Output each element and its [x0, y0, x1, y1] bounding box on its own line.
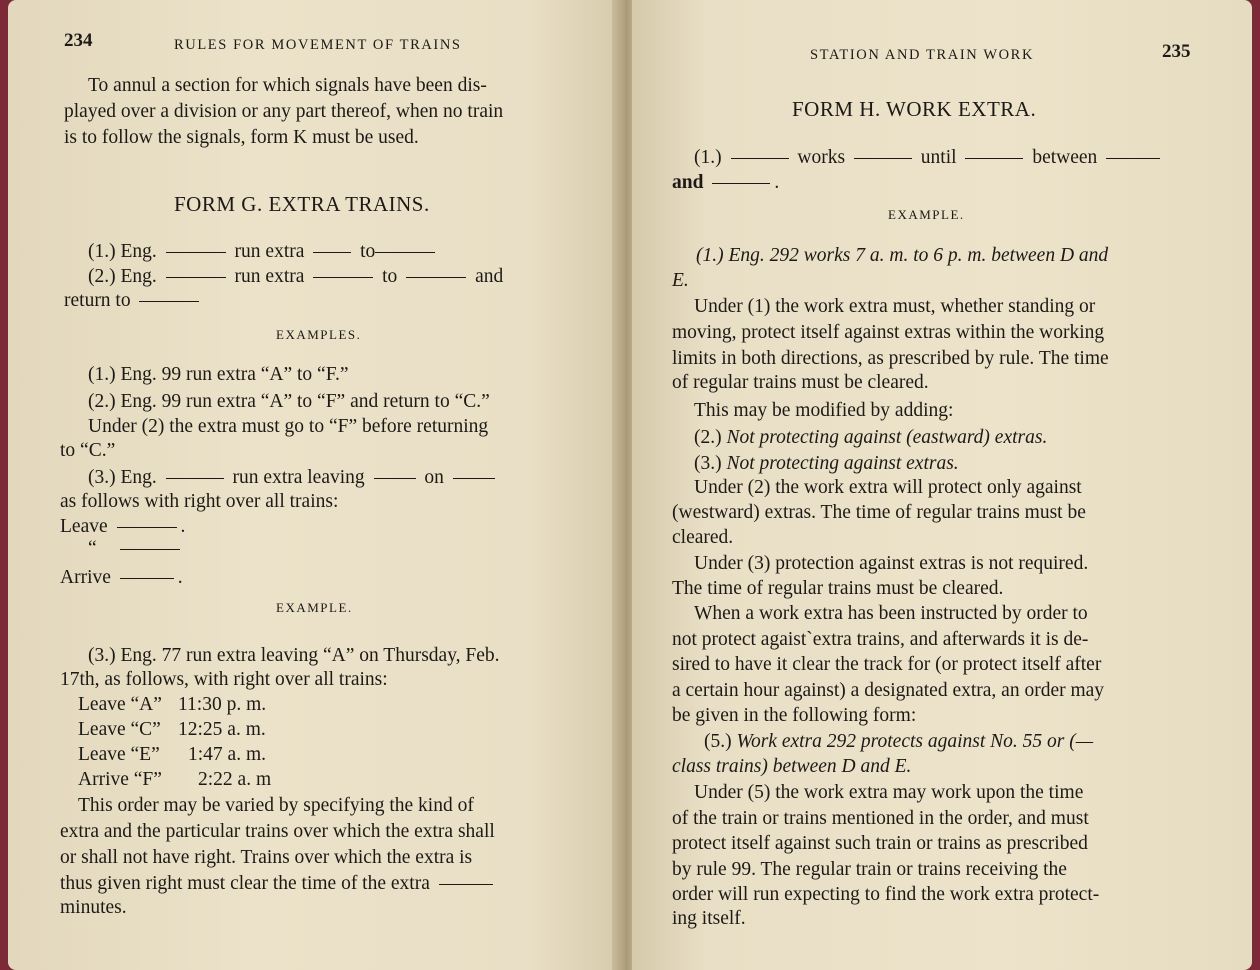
schedule-station: Leave “C”: [78, 719, 161, 740]
schedule-row: [78, 742, 266, 768]
option-text: Not protecting against extras.: [726, 453, 959, 474]
form-g-line-3b: as follows with right over all trains:: [60, 491, 339, 512]
example-label-right: EXAMPLE.: [888, 207, 965, 222]
blank-line: [166, 478, 224, 479]
form-h-line-1b: and .: [672, 172, 780, 193]
option-5-line-2: class trains) between D and E.: [672, 756, 912, 777]
form-g-line-2: [88, 264, 503, 290]
option-num: (2.): [694, 427, 722, 448]
para5-line-6: ing itself.: [672, 908, 746, 929]
para1-line-2: moving, protect itself against extras within the working: [672, 322, 1105, 343]
form-word: on: [424, 467, 444, 488]
option-5-line-1: [704, 729, 1093, 755]
form-word: to: [382, 266, 398, 287]
para2-line-3: cleared.: [672, 527, 734, 548]
blank-line: [406, 277, 466, 278]
blank-line: [731, 158, 789, 159]
closing-line-1: This order may be varied by specifying the kind of: [78, 795, 474, 816]
schedule-time: 2:22 a. m: [198, 769, 272, 790]
schedule-station: Arrive “F”: [78, 769, 162, 790]
blank-line: [313, 277, 373, 278]
form-word: works: [797, 147, 846, 168]
option-num: (3.): [694, 453, 722, 474]
blank-line: [120, 578, 174, 579]
para2-line-2: (westward) extras. The time of regular trains must be: [672, 502, 1086, 523]
form-num: (1.): [88, 241, 116, 262]
blank-line: [712, 183, 770, 184]
arrive-line: Arrive .: [60, 567, 183, 588]
closing-line-4: [60, 871, 497, 897]
intro-line-1: To annul a section for which signals have been dis-: [88, 75, 487, 96]
ditto-mark: “: [88, 538, 97, 559]
para4-line-4: a certain hour against) a designated extra, an order may: [672, 680, 1105, 701]
example-2: (2.) Eng. 99 run extra “A” to “F” and return to “C.”: [88, 391, 490, 412]
closing-line-3: or shall not have right. Trains over which the extra is: [60, 847, 473, 868]
intro-line-2: played over a division or any part thereof, when no train: [64, 101, 504, 122]
blank-line: [453, 478, 495, 479]
schedule-row: [78, 692, 266, 718]
blank-line: [166, 277, 226, 278]
closing-text: thus given right must clear the time of the extra: [60, 873, 430, 894]
schedule-time: 1:47 a. m.: [188, 744, 266, 765]
form-h-title: FORM H. WORK EXTRA.: [792, 97, 1037, 121]
para2-line-1: Under (2) the work extra will protect only against: [694, 477, 1082, 498]
para1-line-4: of regular trains must be cleared.: [672, 372, 929, 393]
example-label: EXAMPLE.: [276, 600, 353, 615]
form-word: Eng.: [120, 467, 157, 488]
para4-line-2: not protect agaistˋextra trains, and afterwards it is de-: [672, 629, 1089, 650]
para3-line-1: Under (3) protection against extras is not required.: [694, 553, 1089, 574]
schedule-time: 11:30 p. m.: [178, 694, 267, 715]
option-3: [694, 451, 959, 477]
form-word: Eng.: [120, 241, 157, 262]
form-h-line-1: [694, 145, 1164, 171]
form-word: run extra leaving: [232, 467, 365, 488]
form-word: to: [360, 241, 376, 262]
page-number-left: 234: [64, 30, 93, 51]
schedule-time: 12:25 a. m.: [178, 719, 266, 740]
para1-line-3: limits in both directions, as prescribed by rule. The time: [672, 348, 1109, 369]
option-text: Work extra 292 protects against No. 55 or (—: [736, 731, 1094, 752]
page-number-right: 235: [1162, 41, 1191, 62]
blank-line: [439, 884, 493, 885]
form-word: between: [1032, 147, 1098, 168]
form-word: Eng.: [120, 266, 157, 287]
modify-line: This may be modified by adding:: [694, 400, 954, 421]
para5-line-2: of the train or trains mentioned in the order, and must: [672, 808, 1089, 829]
para5-line-5: order will run expecting to find the work extra protect-: [672, 884, 1100, 905]
example-2-note-1: Under (2) the extra must go to “F” before returning: [88, 416, 489, 437]
para1-line-1: Under (1) the work extra must, whether standing or: [694, 296, 1096, 317]
form-num: (2.): [88, 266, 116, 287]
option-2: [694, 425, 1047, 451]
example-3-line-1: (3.) Eng. 77 run extra leaving “A” on Thursday, Feb.: [88, 645, 500, 666]
arrive-label: Arrive: [60, 567, 111, 588]
form-word: and: [475, 266, 504, 287]
closing-line-5: minutes.: [60, 897, 127, 918]
running-head-right: STATION AND TRAIN WORK: [810, 47, 1035, 63]
form-word: until: [920, 147, 957, 168]
blank-line: [120, 549, 180, 550]
option-num: (5.): [704, 731, 732, 752]
intro-line-3: is to follow the signals, form K must be used.: [64, 127, 419, 148]
example-h-line-2: E.: [672, 270, 689, 291]
para4-line-3: sired to have it clear the track for (or protect itself after: [672, 654, 1102, 675]
para4-line-1: When a work extra has been instructed by order to: [694, 603, 1088, 624]
example-h-line-1: (1.) Eng. 292 works 7 a. m. to 6 p. m. between D and: [696, 245, 1109, 266]
blank-line: [117, 527, 177, 528]
running-head-left: RULES FOR MOVEMENT OF TRAINS: [174, 37, 462, 53]
blank-line: [374, 478, 416, 479]
para4-line-5: be given in the following form:: [672, 705, 917, 726]
schedule-station: Leave “E”: [78, 744, 160, 765]
form-word: return to: [64, 290, 131, 311]
blank-line: [313, 252, 351, 253]
form-g-title: FORM G. EXTRA TRAINS.: [174, 192, 430, 216]
para3-line-2: The time of regular trains must be cleared.: [672, 578, 1004, 599]
blank-line: [375, 252, 435, 253]
examples-label: EXAMPLES.: [276, 327, 362, 342]
form-g-line-1: [88, 239, 439, 265]
leave-line: Leave .: [60, 516, 186, 537]
blank-line: [965, 158, 1023, 159]
example-1: (1.) Eng. 99 run extra “A” to “F.”: [88, 364, 349, 385]
para5-line-4: by rule 99. The regular train or trains receiving the: [672, 859, 1067, 880]
schedule-station: Leave “A”: [78, 694, 162, 715]
form-g-line-3: [88, 465, 499, 491]
blank-line: [1106, 158, 1160, 159]
form-word: run extra: [234, 266, 305, 287]
form-word: run extra: [234, 241, 305, 262]
form-word: and: [672, 172, 704, 193]
example-3-line-2: 17th, as follows, with right over all trains:: [60, 669, 388, 690]
schedule-row: [78, 717, 266, 743]
blank-line: [854, 158, 912, 159]
option-text: Not protecting against (eastward) extras.: [726, 427, 1048, 448]
form-g-line-2b: [64, 288, 203, 314]
form-num: (1.): [694, 147, 722, 168]
example-2-note-2: to “C.”: [60, 440, 116, 461]
left-page: [8, 0, 620, 970]
schedule-row: [78, 767, 271, 793]
form-num: (3.): [88, 467, 116, 488]
para5-line-3: protect itself against such train or trains as prescribed: [672, 833, 1088, 854]
right-page: [632, 0, 1252, 970]
para5-line-1: Under (5) the work extra may work upon the time: [694, 782, 1084, 803]
ditto-line: [88, 536, 184, 562]
blank-line: [166, 252, 226, 253]
closing-line-2: extra and the particular trains over which the extra shall: [60, 821, 495, 842]
leave-label: Leave: [60, 516, 108, 537]
blank-line: [139, 301, 199, 302]
